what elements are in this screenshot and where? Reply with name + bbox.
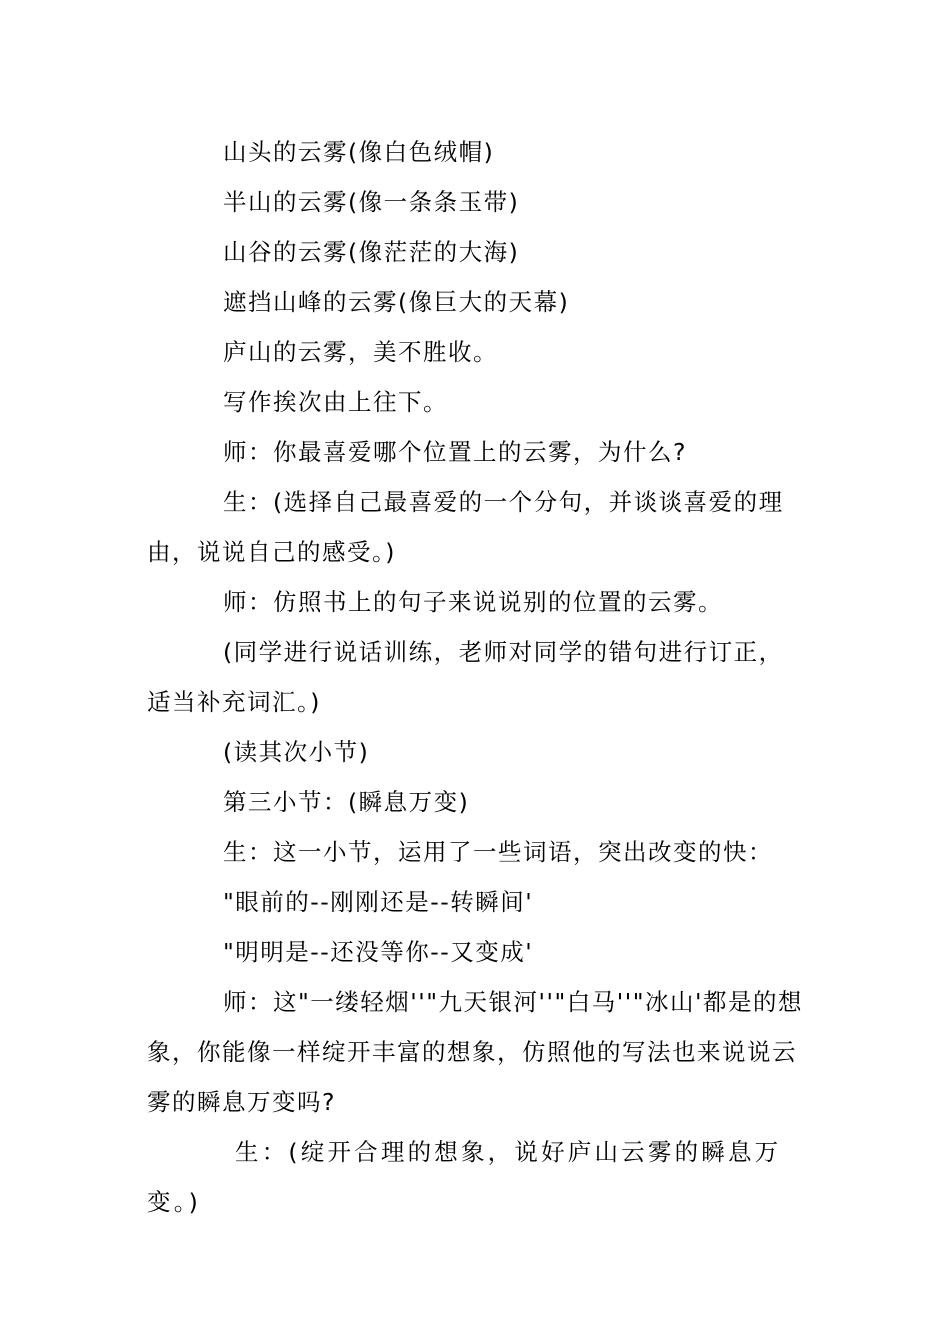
paragraph-teacher-imagination: 师：这"一缕轻烟''"九天银河''"白马''"冰山'都是的想象，你能像一样绽开丰富的想象，仿照他的写法也来说说云雾的瞬息万变吗? bbox=[147, 988, 803, 1116]
paragraph-mid-mountain-clouds: 半山的云雾(像一条条玉带) bbox=[223, 188, 520, 216]
paragraph-read-second-section: (读其次小节) bbox=[223, 738, 370, 766]
paragraph-third-section-heading: 第三小节：(瞬息万变) bbox=[223, 788, 470, 816]
paragraph-lushan-clouds-summary: 庐山的云雾，美不胜收。 bbox=[223, 338, 498, 366]
paragraph-student-answer: 生：(选择自己最喜爱的一个分句，并谈谈喜爱的理由，说说自己的感受。) bbox=[147, 488, 784, 566]
paragraph-student-fast-change: 生：这一小节，运用了一些词语，突出改变的快： bbox=[223, 838, 773, 866]
paragraph-summit-clouds: 山头的云雾(像白色绒帽) bbox=[223, 138, 495, 166]
paragraph-teacher-imitation: 师：仿照书上的句子来说说别的位置的云雾。 bbox=[223, 588, 723, 616]
paragraph-student-imagination: 生：(绽开合理的想象，说好庐山云雾的瞬息万变。) bbox=[147, 1138, 782, 1216]
paragraph-quote-clearly: "明明是--还没等你--又变成' bbox=[223, 938, 534, 966]
paragraph-valley-clouds: 山谷的云雾(像茫茫的大海) bbox=[223, 238, 520, 266]
paragraph-teacher-question: 师：你最喜爱哪个位置上的云雾，为什么? bbox=[223, 438, 687, 466]
paragraph-peak-covering-clouds: 遮挡山峰的云雾(像巨大的天幕) bbox=[223, 288, 570, 316]
paragraph-writing-order: 写作挨次由上往下。 bbox=[223, 388, 448, 416]
paragraph-speaking-training: (同学进行说话训练，老师对同学的错句进行订正，适当补充词汇。) bbox=[147, 638, 784, 716]
paragraph-quote-before-eyes: "眼前的--刚刚还是--转瞬间' bbox=[223, 888, 534, 916]
